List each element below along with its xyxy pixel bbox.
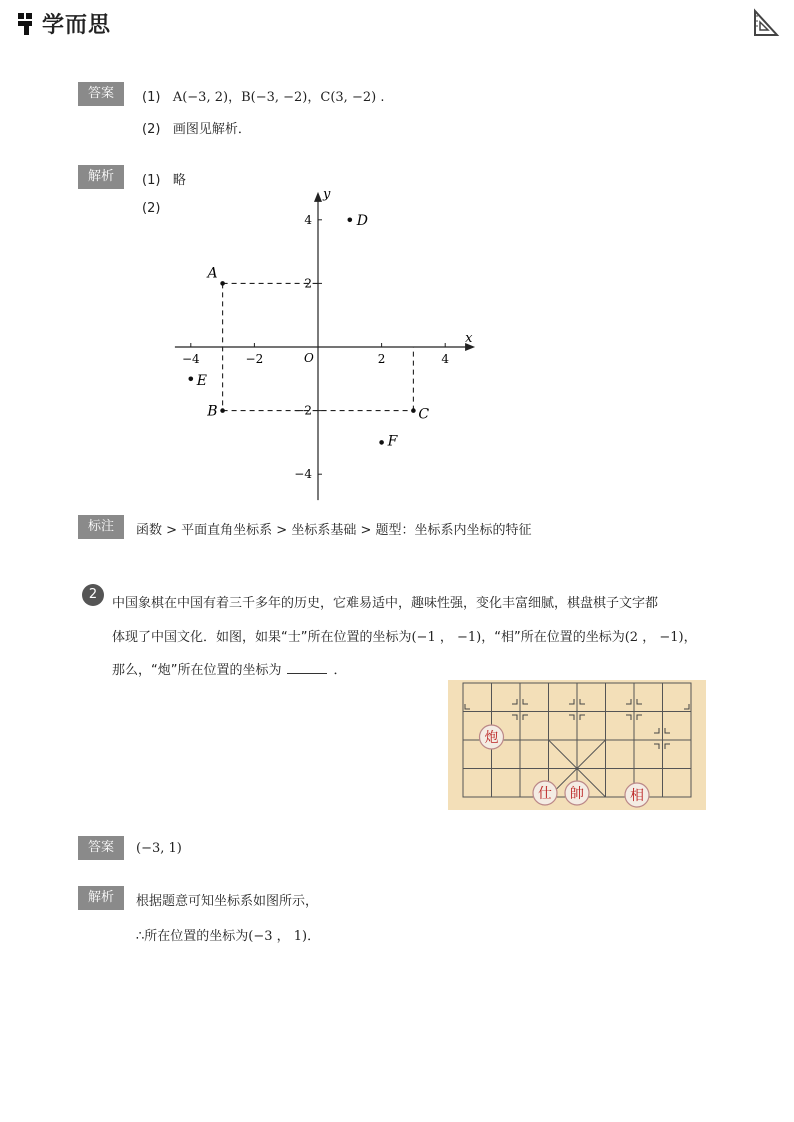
piece-shuai (565, 781, 589, 805)
y-tick-label: −2 (294, 403, 312, 418)
coord-c: C(3, −2) (320, 90, 377, 105)
analysis-tag-2: 解析 (78, 886, 124, 910)
answer-tag: 答案 (78, 82, 124, 106)
point-label-e: E (196, 372, 208, 389)
answer-tag-2: 答案 (78, 836, 124, 860)
answer-blank (287, 661, 327, 674)
point-c (411, 408, 416, 413)
x-tick-label: −2 (245, 352, 264, 366)
point-d (348, 218, 353, 223)
coordinate-plane (0, 0, 794, 520)
y-axis-arrow (314, 192, 322, 202)
point-label-a: A (207, 265, 218, 282)
answer-line-2: (2) 画图见解析． (142, 122, 251, 137)
x-tick-label: −4 (181, 352, 200, 366)
point-label-b: B (207, 403, 218, 420)
chessboard (448, 680, 706, 810)
piece-xiang (625, 783, 649, 807)
question-number: 2 (82, 584, 104, 606)
answer-value-2: (−3, 1) (136, 841, 182, 856)
point-a (220, 281, 225, 286)
svg-text:仕: 仕 (538, 786, 552, 802)
label-tag: 标注 (78, 515, 124, 539)
analysis-2-line-1: 根据题意可知坐标系如图所示， (136, 894, 319, 909)
point-e (189, 377, 194, 382)
point-label-d: D (356, 212, 369, 229)
origin-label: O (304, 351, 314, 365)
coord-b: B(−3, −2) (241, 90, 308, 105)
analysis-tag: 解析 (78, 165, 124, 189)
y-tick-label: −4 (294, 467, 312, 482)
point-f (379, 440, 384, 445)
svg-text:炮: 炮 (484, 730, 499, 746)
point-b (220, 408, 225, 413)
point-label-f: F (387, 433, 398, 450)
analysis-line-2: (2) (142, 201, 161, 216)
x-tick-label: 2 (377, 352, 386, 366)
coord-a: A(−3, 2) (172, 90, 229, 105)
brand-name: 学而思 (42, 13, 112, 38)
question-line-2: 体现了中国文化．如图，如果“士”所在位置的坐标为(−1 ， −1)，“相”所在位置的坐标为(2 ， −1)， (112, 630, 697, 645)
question-line-3: 那么，“炮”所在位置的坐标为 ． (112, 663, 347, 678)
analysis-line-1: (1) 略 (142, 173, 186, 188)
y-tick-label: 2 (304, 276, 312, 291)
piece-shi (533, 781, 557, 805)
question-line-1: 中国象棋在中国有着三千多年的历史，它难易适中，趣味性强，变化丰富细腻，棋盘棋子文字都 (112, 596, 659, 611)
svg-text:帥: 帥 (570, 786, 584, 802)
knowledge-path: 函数 > 平面直角坐标系 > 坐标系基础 > 题型：坐标系内坐标的特征 (136, 523, 532, 538)
point-label-c: C (418, 406, 430, 423)
x-axis-label: x (465, 331, 473, 346)
answer-line-1: (1) A(−3, 2)，B(−3, −2)，C(3, −2) . (142, 90, 385, 105)
analysis-2-line-2: ∴所在位置的坐标为(−3 ， 1)． (136, 929, 321, 944)
piece-pao (480, 725, 504, 749)
y-axis-label: y (323, 186, 331, 202)
x-tick-label: 4 (441, 352, 450, 366)
y-tick-label: 4 (304, 212, 312, 227)
svg-text:相: 相 (630, 788, 644, 804)
